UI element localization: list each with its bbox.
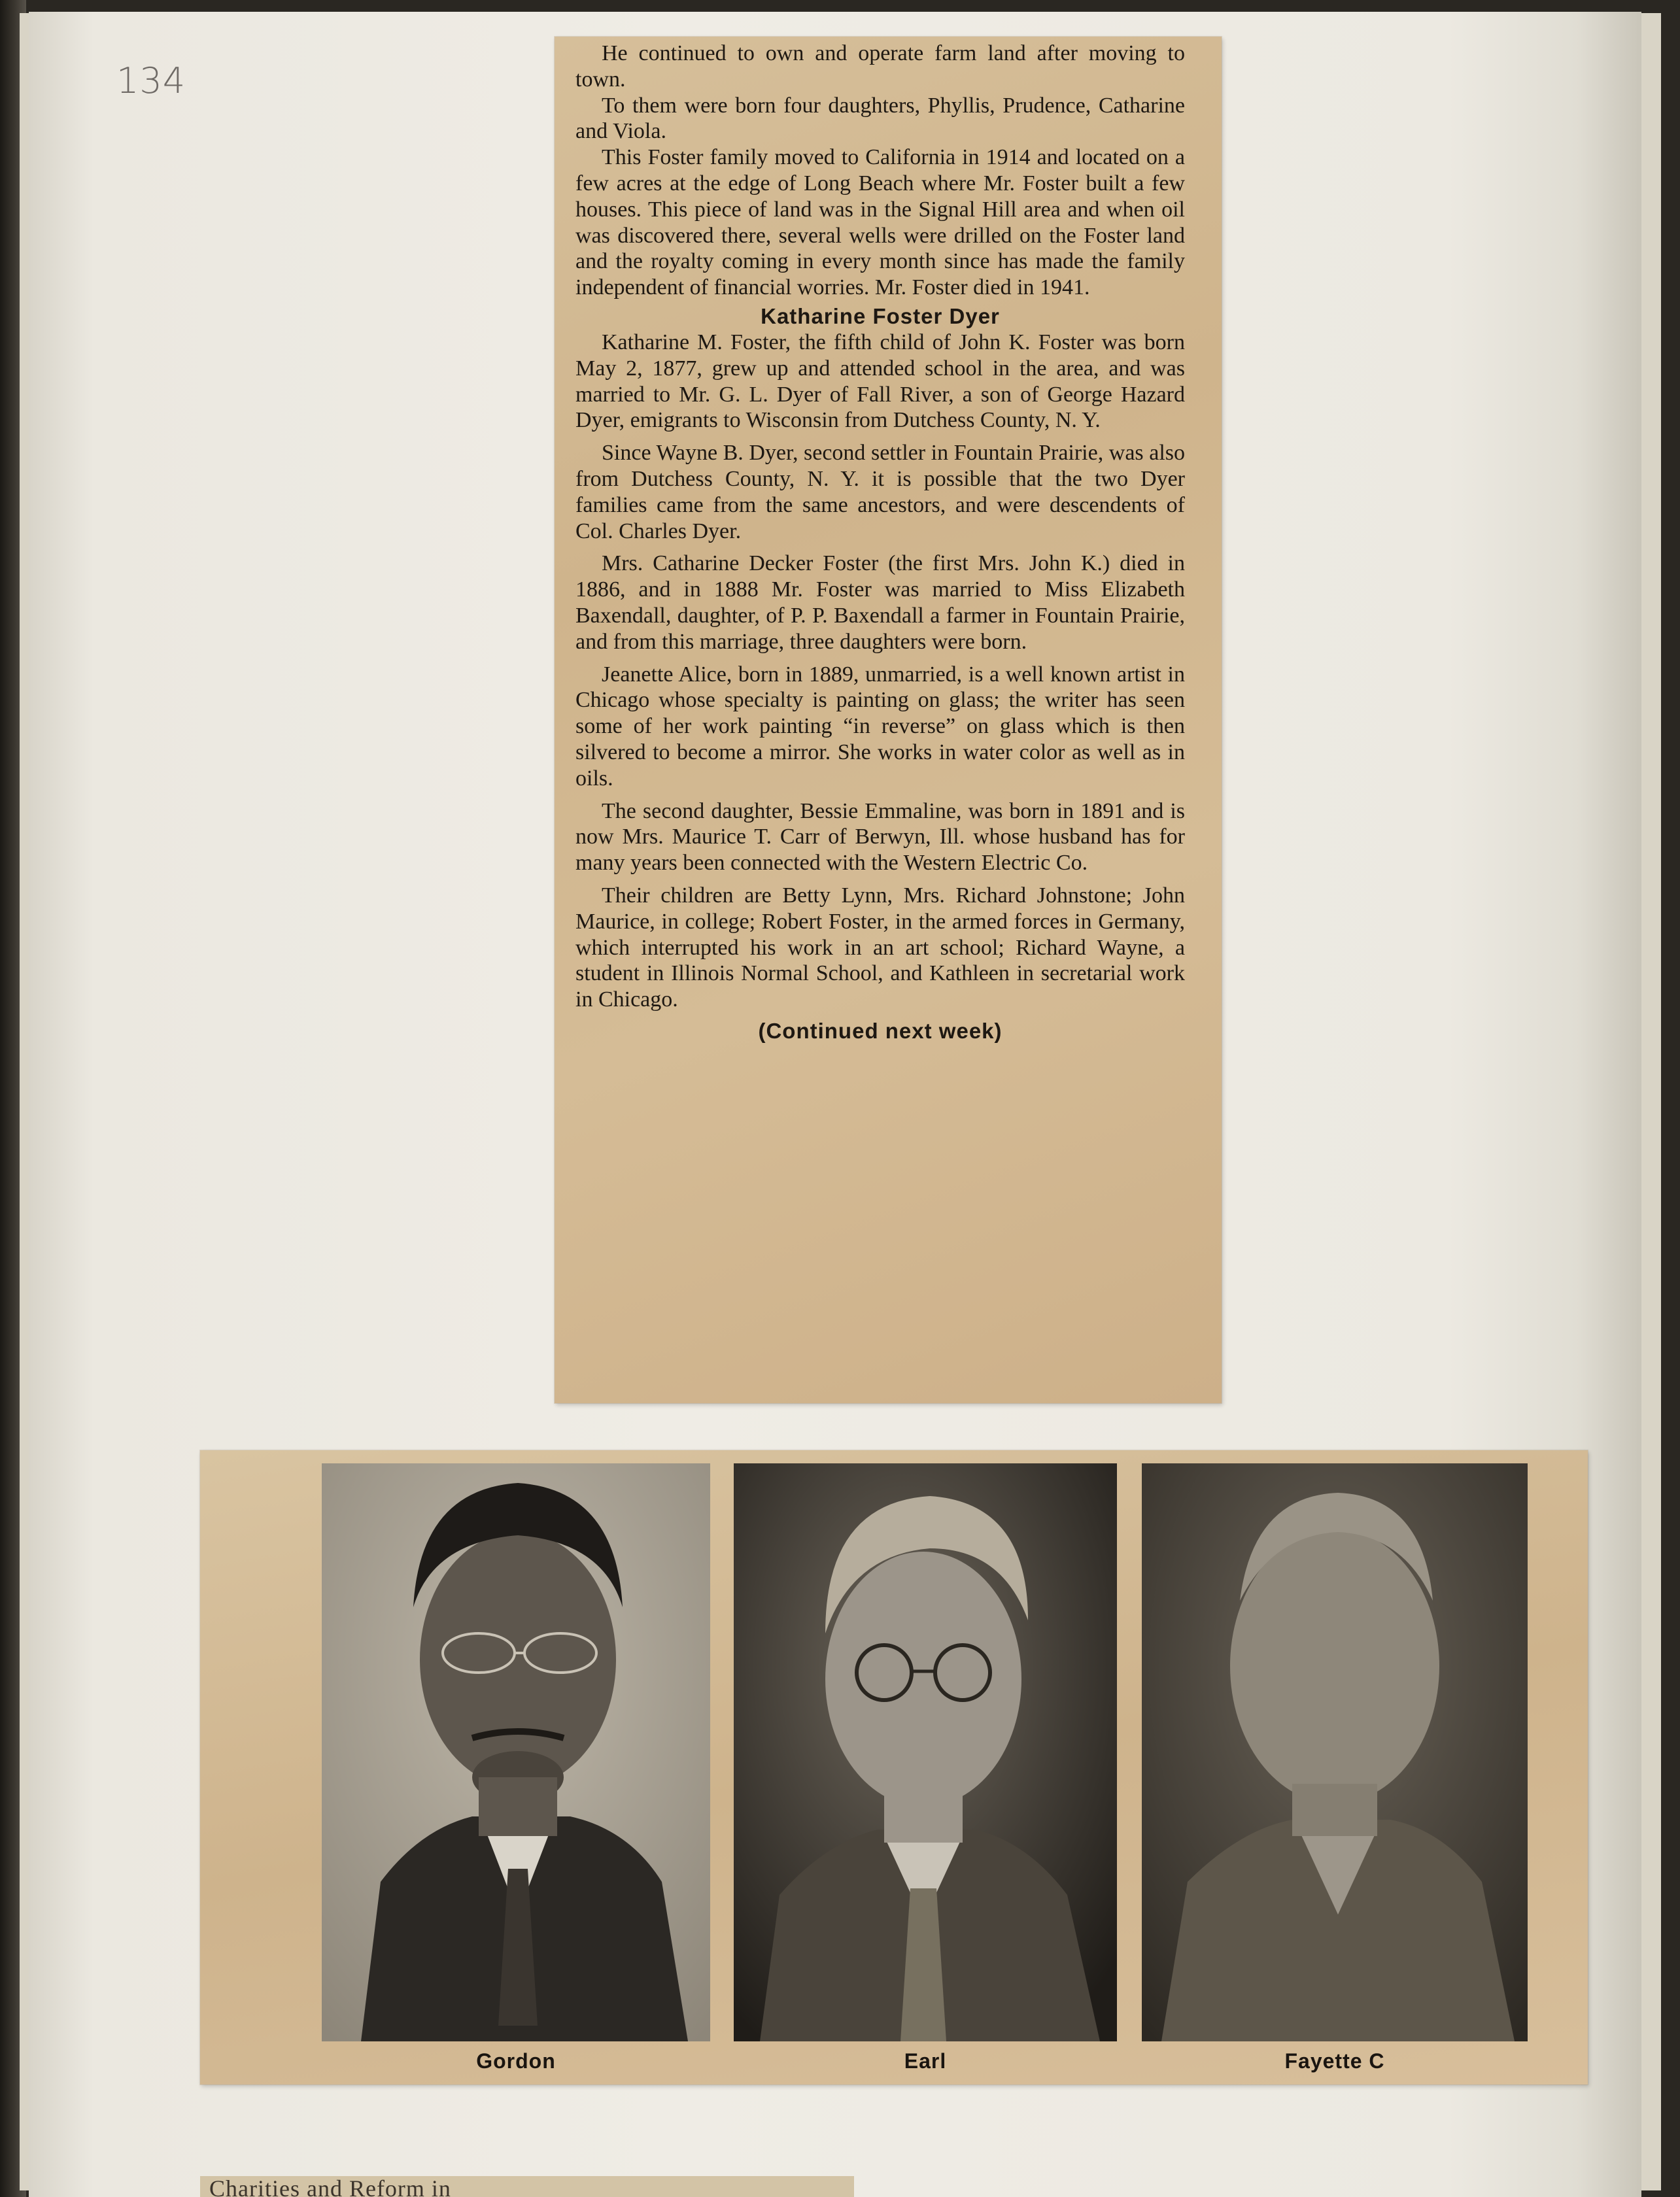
article-paragraph: This Foster family moved to California in 1914 and located on a few acres at the edge of Long Beach where Mr. Foster built a few houses. This piece of land was in the Signal Hill area and when oil was discovered there, several wells were drilled on the Foster land and the royalty coming in every month since has made the family independent of financial worries. Mr. Foster died in 1941. — [575, 145, 1185, 300]
portrait-photo-gordon — [322, 1463, 710, 2041]
portrait-image — [1142, 1463, 1528, 2041]
continued-note: (Continued next week) — [758, 1018, 1003, 1043]
article-paragraph: Since Wayne B. Dyer, second settler in Fountain Prairie, was also from Dutchess County, N. Y. it is possible that the two Dyer families came from the same ancestors, and were descendents of Col. Charles Dyer. — [575, 441, 1185, 543]
portrait-image — [734, 1463, 1117, 2041]
article-paragraph: Katharine M. Foster, the fifth child of John K. Foster was born May 2, 1877, grew up and attended school in the area, and was married to Mr. G. L. Dyer of Fall River, a son of George Hazard Dyer, emigrants to Wisconsin from Dutchess County, N. Y. — [575, 330, 1185, 433]
portrait-image — [322, 1463, 710, 2041]
article-paragraph: Jeanette Alice, born in 1889, unmarried, is a well known artist in Chicago whose specialty is painting on glass; the writer has seen some of her work painting “in reverse” on glass which is then silvered to become a mirror. She works in water color as well as in oils. — [575, 662, 1185, 791]
article-paragraph: To them were born four daughters, Phyllis, Prudence, Catharine and Viola. — [575, 93, 1185, 144]
photo-caption: Earl — [904, 2049, 947, 2073]
page-number: 134 — [116, 60, 186, 101]
partial-clipping-text: Charities and Reform in — [209, 2176, 451, 2197]
photo-caption: Fayette C — [1284, 2049, 1385, 2073]
article-paragraph: Their children are Betty Lynn, Mrs. Richard Johnstone; John Maurice, in college; Robert Foster, in the armed forces in Germany, which interrupted his work in an art school; Richard Wayne, a student in Illinois Normal School, and Kathleen in secretarial work in Chicago. — [575, 883, 1185, 1012]
article-subheading: Katharine Foster Dyer — [761, 303, 1000, 328]
portrait-photo-earl — [734, 1463, 1117, 2041]
photo-caption: Gordon — [476, 2049, 556, 2073]
article-paragraph: He continued to own and operate farm land after moving to town. — [575, 41, 1185, 92]
article-paragraph: Mrs. Catharine Decker Foster (the first Mrs. John K.) died in 1886, and in 1888 Mr. Foster was married to Miss Elizabeth Baxendall, daughter, of P. P. Baxendall a farmer in Fountain Prairie, and from this marriage, three daughters were born. — [575, 551, 1185, 654]
portrait-photo-fayette — [1142, 1463, 1528, 2041]
article-paragraph: The second daughter, Bessie Emmaline, was born in 1891 and is now Mrs. Maurice T. Carr of Berwyn, Ill. whose husband has for many years been connected with the Western Electric Co. — [575, 798, 1185, 876]
newspaper-article-clipping — [555, 37, 1222, 1403]
portrait-photos-clipping — [200, 1450, 1588, 2085]
partial-clipping-strip — [200, 2176, 854, 2197]
